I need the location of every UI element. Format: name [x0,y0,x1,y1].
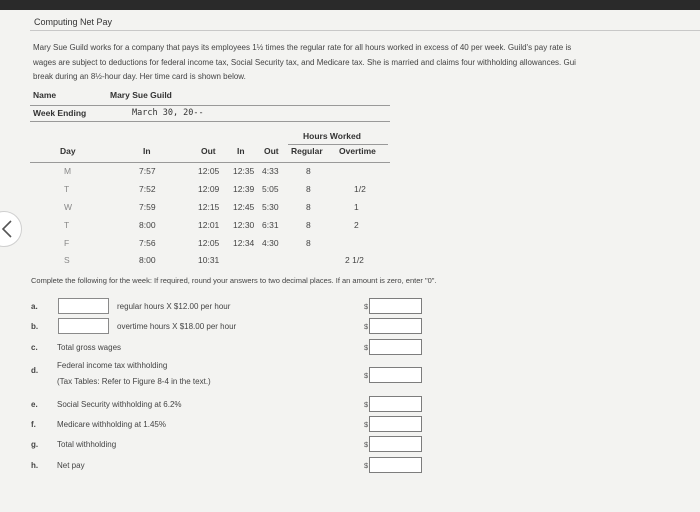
col-overtime: Overtime [339,146,376,156]
week-ending-label: Week Ending [33,108,87,118]
instructions: Complete the following for the week: If required, round your answers to two decimal places. If an amount is zero, enter "0". [31,276,437,285]
dollar-sign: $ [364,400,369,409]
col-day: Day [60,146,76,156]
name-value: Mary Sue Guild [110,90,172,100]
top-bar [0,0,700,10]
question-letter: c. [31,343,38,352]
timecard-cell-day: S [64,255,70,265]
info-divider [30,121,390,122]
col-in-1: In [143,146,151,156]
timecard-cell-in1: 7:52 [139,184,156,194]
name-label: Name [33,90,57,100]
timecard-cell-out2: 6:31 [262,220,279,230]
question-text: Medicare withholding at 1.45% [57,420,166,429]
hours-divider [288,144,388,145]
page-title: Computing Net Pay [34,17,113,27]
timecard-cell-in2: 12:35 [233,166,255,176]
timecard-cell-regular: 8 [306,238,311,248]
timecard-cell-out1: 12:15 [198,202,220,212]
info-divider [30,105,390,106]
timecard-cell-day: W [64,202,73,212]
timecard-cell-out1: 12:09 [198,184,220,194]
question-letter: h. [31,461,39,470]
col-in-2: In [237,146,245,156]
timecard-cell-out2: 4:30 [262,238,279,248]
dollar-sign: $ [364,371,369,380]
back-button[interactable] [0,211,22,247]
timecard-cell-out1: 12:05 [198,166,220,176]
timecard-cell-day: F [64,238,70,248]
timecard-cell-in1: 8:00 [139,220,156,230]
header-divider [30,162,390,163]
timecard-cell-in1: 7:59 [139,202,156,212]
timecard-cell-overtime: 2 [354,220,359,230]
dollar-sign: $ [364,343,369,352]
timecard-cell-in2: 12:45 [233,202,255,212]
intro-line: break during an 8½-hour day. Her time card is shown below. [33,72,246,81]
answer-input-g[interactable] [369,436,422,452]
question-letter: d. [31,366,39,375]
dollar-sign: $ [364,461,369,470]
answer-input-d[interactable] [369,367,422,383]
timecard-cell-out1: 12:05 [198,238,220,248]
timecard-cell-in2: 12:34 [233,238,255,248]
timecard-cell-day: T [64,184,70,194]
col-out-2: Out [264,146,279,156]
dollar-sign: $ [364,440,369,449]
question-text: Social Security withholding at 6.2% [57,400,182,409]
timecard-cell-day: T [64,220,70,230]
timecard-cell-regular: 8 [306,220,311,230]
question-letter: a. [31,302,38,311]
timecard-cell-in2: 12:30 [233,220,255,230]
timecard-cell-in1: 8:00 [139,255,156,265]
answer-input-b[interactable] [369,318,422,334]
intro-line: Mary Sue Guild works for a company that pays its employees 1½ times the regular rate for all hours worked in excess of 40 per week. Guild's pay rate is [33,43,572,52]
dollar-sign: $ [364,302,369,311]
timecard-cell-day: M [64,166,72,176]
question-text: Federal income tax withholding [57,361,168,370]
overtime-hours-input[interactable] [58,318,109,334]
timecard-cell-out2: 5:30 [262,202,279,212]
question-letter: g. [31,440,39,449]
timecard-cell-in1: 7:56 [139,238,156,248]
answer-input-c[interactable] [369,339,422,355]
question-text: regular hours X $12.00 per hour [117,302,231,311]
answer-input-f[interactable] [369,416,422,432]
timecard-cell-out2: 4:33 [262,166,279,176]
timecard-cell-overtime: 1 [354,202,359,212]
answer-input-h[interactable] [369,457,422,473]
hours-worked-header: Hours Worked [303,131,361,141]
col-out-1: Out [201,146,216,156]
problem-intro [33,41,697,85]
question-text: overtime hours X $18.00 per hour [117,322,237,331]
dollar-sign: $ [364,322,369,331]
week-ending-value: March 30, 20-- [132,108,204,118]
question-text: Total gross wages [57,343,122,352]
answer-input-e[interactable] [369,396,422,412]
timecard-cell-overtime: 1/2 [354,184,366,194]
timecard-cell-in1: 7:57 [139,166,156,176]
timecard-cell-out2: 5:05 [262,184,279,194]
question-text: Net pay [57,461,85,470]
title-divider [30,30,700,31]
timecard-cell-out1: 10:31 [198,255,220,265]
chevron-left-icon [1,220,13,238]
question-subtext: (Tax Tables: Refer to Figure 8-4 in the text.) [57,377,211,386]
answer-input-a[interactable] [369,298,422,314]
question-letter: f. [31,420,36,429]
dollar-sign: $ [364,420,369,429]
timecard-cell-regular: 8 [306,202,311,212]
timecard-cell-in2: 12:39 [233,184,255,194]
timecard-cell-regular: 8 [306,184,311,194]
question-text: Total withholding [57,440,117,449]
timecard-cell-out1: 12:01 [198,220,220,230]
question-letter: e. [31,400,38,409]
timecard-cell-regular: 8 [306,166,311,176]
question-letter: b. [31,322,39,331]
regular-hours-input[interactable] [58,298,109,314]
timecard-cell-overtime: 2 1/2 [345,255,364,265]
col-regular: Regular [291,146,323,156]
intro-line: wages are subject to deductions for federal income tax, Social Security tax, and Medicare tax. She is married and claims four withholding allowances. Gui [33,57,576,67]
